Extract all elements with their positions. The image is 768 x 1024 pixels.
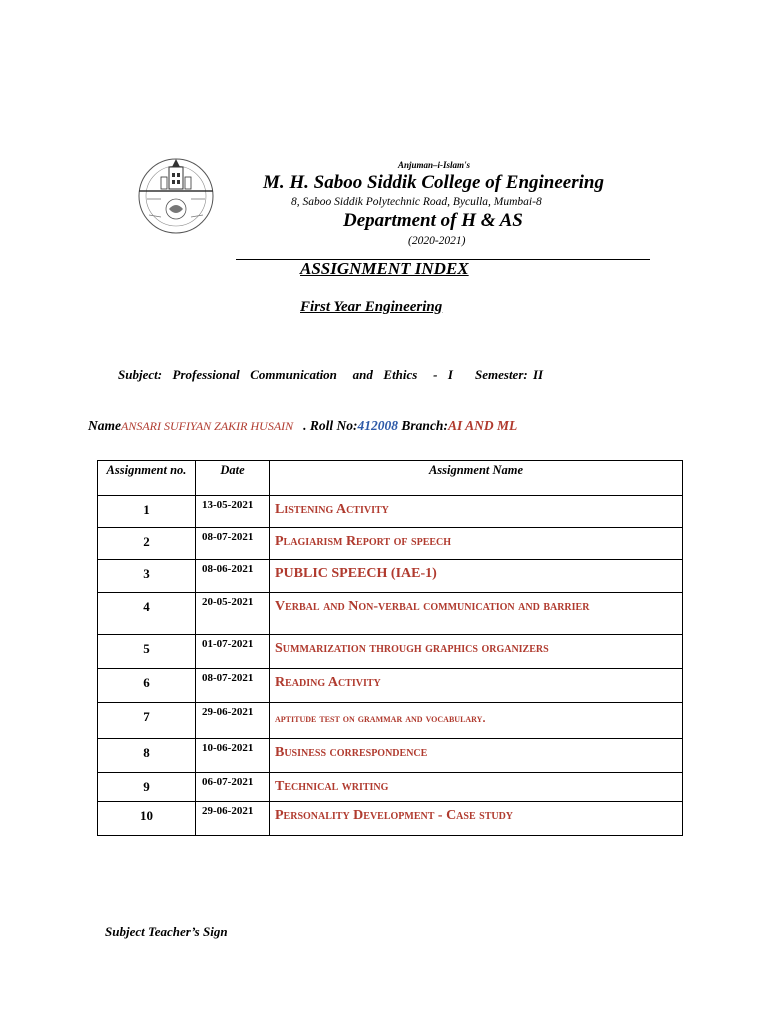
subject-line <box>118 367 543 383</box>
assignment-name: PUBLIC SPEECH (IAE-1) <box>270 560 683 593</box>
assignment-name: Reading Activity <box>270 669 683 703</box>
table-row <box>98 669 683 703</box>
assignment-no: 2 <box>98 528 196 560</box>
table-header-row <box>98 461 683 496</box>
assignment-date: 08-07-2021 <box>196 669 270 703</box>
assignment-no: 9 <box>98 773 196 802</box>
roll-label: . Roll No: <box>303 418 358 433</box>
assignment-date: 29-06-2021 <box>196 802 270 836</box>
page-title: ASSIGNMENT INDEX <box>300 259 469 278</box>
trust-name: Anjuman–i-Islam's <box>398 160 471 170</box>
table-row <box>98 496 683 528</box>
assignment-name: Personality Development - Case study <box>270 802 683 836</box>
page-subtitle: First Year Engineering <box>300 299 443 315</box>
table-row <box>98 560 683 593</box>
college-logo-icon <box>135 155 217 237</box>
assignment-no: 4 <box>98 593 196 635</box>
assignment-date: 20-05-2021 <box>196 593 270 635</box>
assignment-date: 29-06-2021 <box>196 703 270 739</box>
header-date: Date <box>196 461 270 496</box>
assignment-table <box>97 460 683 836</box>
table-row <box>98 703 683 739</box>
college-address: 8, Saboo Siddik Polytechnic Road, Byculla, Mumbai-8 <box>291 196 542 208</box>
assignment-no: 3 <box>98 560 196 593</box>
name-label: Name <box>88 418 121 433</box>
assignment-no: 1 <box>98 496 196 528</box>
assignment-name: aptitude test on grammar and vocabulary. <box>270 703 683 739</box>
assignment-date: 10-06-2021 <box>196 739 270 773</box>
assignment-name: Verbal and Non-verbal communication and barrier <box>270 593 683 635</box>
assignment-name: Technical writing <box>270 773 683 802</box>
subject-label: Subject: Professional Communication and Ethics - I <box>118 367 453 382</box>
assignment-date: 13-05-2021 <box>196 496 270 528</box>
assignment-name: Business correspondence <box>270 739 683 773</box>
assignment-no: 8 <box>98 739 196 773</box>
table-row <box>98 635 683 669</box>
header-assignment-name: Assignment Name <box>270 461 683 496</box>
college-name: M. H. Saboo Siddik College of Engineering <box>263 172 604 193</box>
department-name: Department of H & AS <box>343 210 523 231</box>
table-row <box>98 802 683 836</box>
teacher-sign-label: Subject Teacher’s Sign <box>105 924 228 939</box>
table-row <box>98 773 683 802</box>
header-assignment-no: Assignment no. <box>98 461 196 496</box>
assignment-no: 10 <box>98 802 196 836</box>
student-name: ANSARI SUFIYAN ZAKIR HUSAIN <box>121 419 294 433</box>
roll-number: 412008 <box>357 418 399 433</box>
branch-value: AI AND ML <box>447 418 518 433</box>
assignment-date: 08-06-2021 <box>196 560 270 593</box>
assignment-no: 5 <box>98 635 196 669</box>
semester-label: Semester: II <box>475 367 544 382</box>
assignment-date: 01-07-2021 <box>196 635 270 669</box>
assignment-name: Listening Activity <box>270 496 683 528</box>
assignment-no: 6 <box>98 669 196 703</box>
assignment-no: 7 <box>98 703 196 739</box>
table-row <box>98 528 683 560</box>
table-row <box>98 593 683 635</box>
assignment-date: 08-07-2021 <box>196 528 270 560</box>
assignment-name: Plagiarism Report of speech <box>270 528 683 560</box>
assignment-date: 06-07-2021 <box>196 773 270 802</box>
table-row <box>98 739 683 773</box>
branch-label: Branch: <box>398 418 448 433</box>
student-info-line <box>88 418 517 434</box>
assignment-name: Summarization through graphics organizers <box>270 635 683 669</box>
academic-year: (2020-2021) <box>408 235 466 247</box>
